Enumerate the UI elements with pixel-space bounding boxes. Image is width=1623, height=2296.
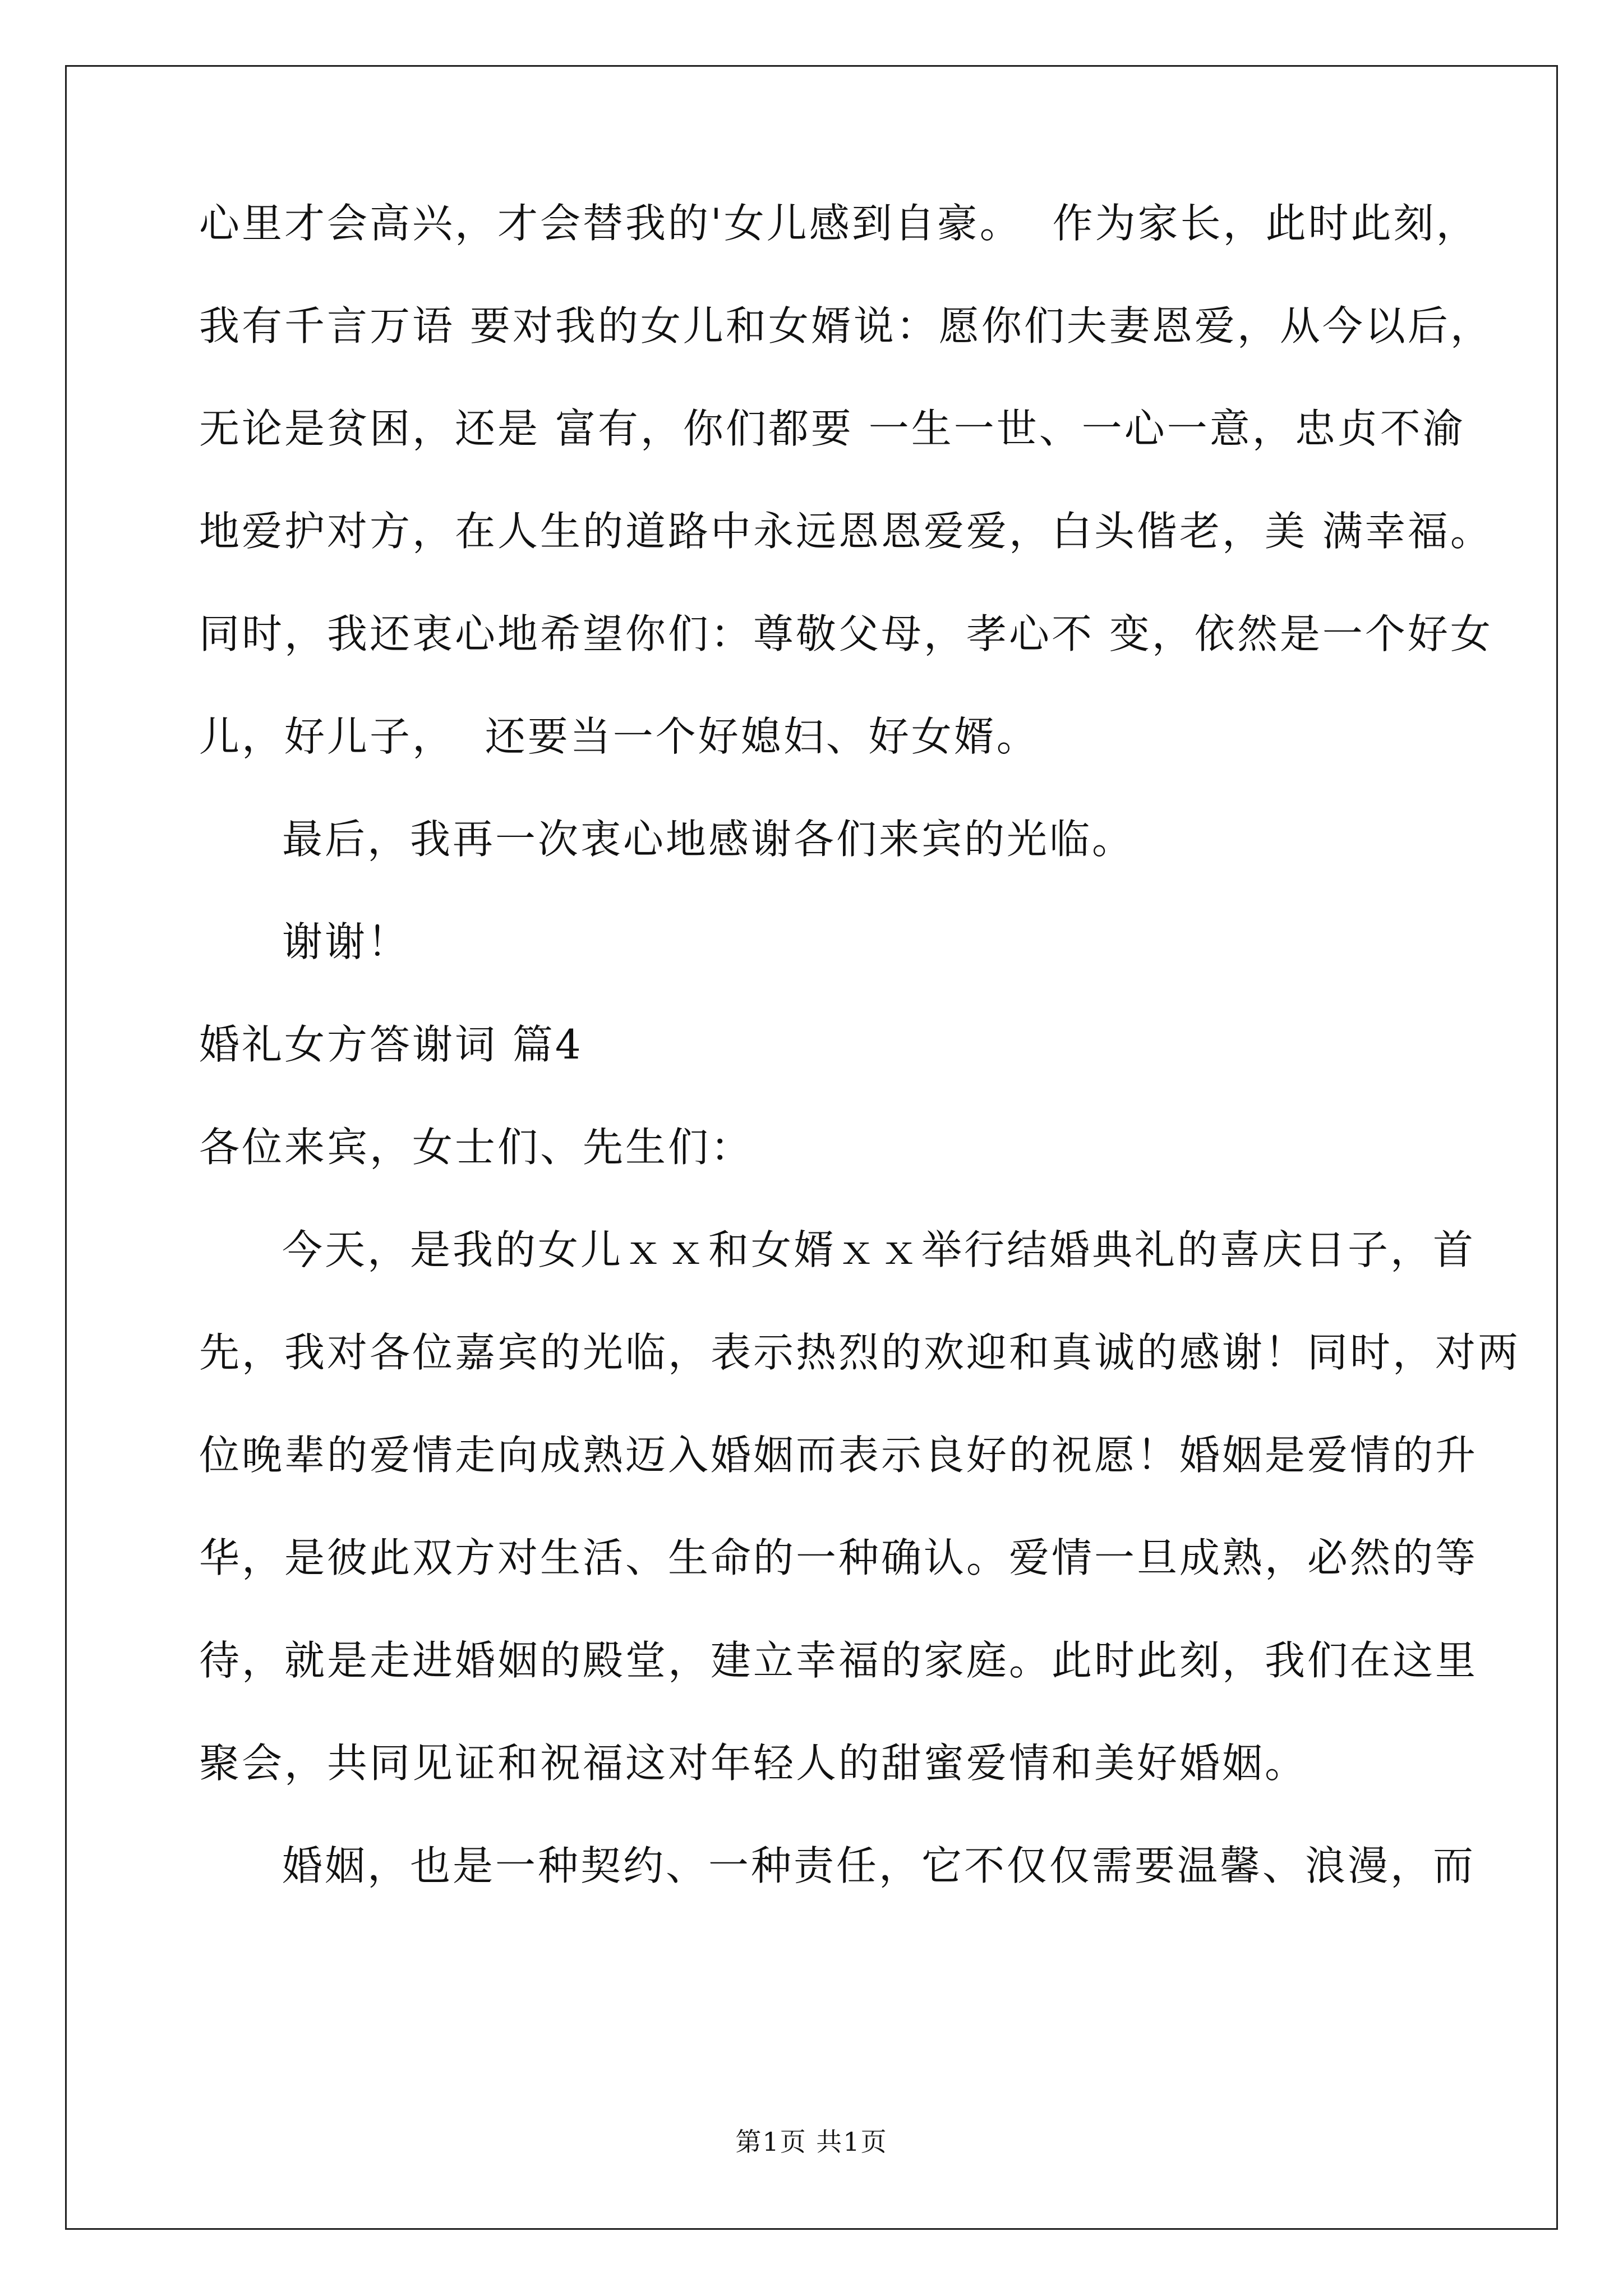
paragraph-line: 谢谢！ <box>282 918 411 965</box>
paragraph-line: 同时，我还衷心地希望你们：尊敬父母，孝心不 变，依然是一个好女 <box>199 610 1493 657</box>
paragraph-line: 聚会，共同见证和祝福这对年轻人的甜蜜爱情和美好婚姻。 <box>199 1740 1308 1787</box>
paragraph-line: 我有千言万语 要对我的女儿和女婿说：愿你们夫妻恩爱，从今以后， <box>199 302 1493 349</box>
page-number-footer: 第1页 共1页 <box>735 2127 888 2157</box>
paragraph-line: 无论是贫困，还是 富有，你们都要 一生一世、一心一意，忠贞不渝 <box>199 405 1465 452</box>
paragraph-line: 心里才会高兴，才会替我的'女儿感到自豪。 作为家长，此时此刻， <box>199 200 1479 247</box>
paragraph-line: 位晚辈的爱情走向成熟迈入婚姻而表示良好的祝愿！婚姻是爱情的升 <box>199 1432 1478 1479</box>
paragraph-line: 儿，好儿子， 还要当一个好媳妇、好女婿。 <box>199 713 1039 760</box>
paragraph-line: 今天，是我的女儿ｘｘ和女婿ｘｘ举行结婚典礼的喜庆日子，首 <box>282 1226 1476 1273</box>
paragraph-line: 地爱护对方，在人生的道路中永远恩恩爱爱，白头偕老，美 满幸福。 <box>199 508 1493 555</box>
salutation: 各位来宾，女士们、先生们： <box>199 1124 754 1171</box>
paragraph-line: 最后，我再一次衷心地感谢各们来宾的光临。 <box>282 816 1135 863</box>
section-heading: 婚礼女方答谢词 篇4 <box>199 1021 583 1068</box>
paragraph-line: 婚姻，也是一种契约、一种责任，它不仅仅需要温馨、浪漫，而 <box>282 1842 1476 1889</box>
paragraph-line: 华，是彼此双方对生活、生命的一种确认。爱情一旦成熟，必然的等 <box>199 1534 1478 1581</box>
paragraph-line: 待，就是走进婚姻的殿堂，建立幸福的家庭。此时此刻，我们在这里 <box>199 1637 1478 1684</box>
paragraph-line: 先，我对各位嘉宾的光临，表示热烈的欢迎和真诚的感谢！同时，对两 <box>199 1329 1521 1376</box>
